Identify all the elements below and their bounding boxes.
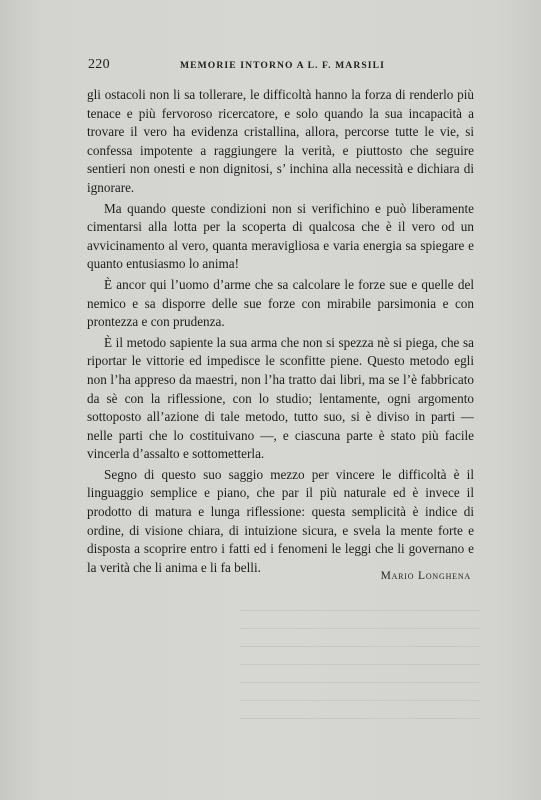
page-header <box>88 57 473 77</box>
paragraph: Ma quando queste condizioni non si verifichino e può liberamente cimentarsi alla lotta per la scoperta di qualcosa che è il vero od un avvicinamento al vero, quanta meravigliosa e varia energia sa spiegare e quanto entusiasmo lo anima! <box>87 200 474 272</box>
paragraph: È il metodo sapiente la sua arma che non si spezza nè si piega, che sa riportar le vittorie ed impedisce le sconfitte piene. Questo metodo egli non l’ha appreso da maestri, non l’ha tratto dai libri, ma se l’è fabbricato da sè con la riflessione, con lo studio; lentamente, ogni argomento sottoposto all’azione di tale metodo, tutto suo, si è diviso in parti — nelle parti che lo costituivano —, e ciascuna parte è stato più facile vincerla d’assalto e sottometterla. <box>87 334 474 462</box>
author-signature: Mario Longhena <box>380 570 471 582</box>
show-through-texture <box>240 610 480 730</box>
page-number: 220 <box>88 57 110 72</box>
body-text <box>87 86 474 579</box>
paragraph: Segno di questo suo saggio mezzo per vincere le difficoltà è il linguaggio semplice e piano, che par il più naturale ed è invece il prodotto di matura e lunga riflessione: questa semplicità è indice di ordine, di visione chiara, di intuizione sicura, e svela la mente forte e disposta a scoprire entro i fatti ed i fenomeni le leggi che li governano e la verità che li anima e li fa belli. <box>87 466 474 575</box>
paragraph: È ancor qui l’uomo d’arme che sa calcolare le forze sue e quelle del nemico e sa disporre delle sue forze con mirabile parsimonia e con prontezza e con prudenza. <box>87 276 474 330</box>
running-title: MEMORIE INTORNO A L. F. MARSILI <box>180 60 385 71</box>
paragraph: gli ostacoli non li sa tollerare, le difficoltà hanno la forza di renderlo più tenace e più fervoroso ricercatore, e solo quando la sua incapacità a trovare il vero ha evidenza cristallina, allora, percorse tutte le vie, si confessa impotente a raggiungere la verità, e piuttosto che seguire sentieri non onesti e non dignitosi, s’ inchina alla necessità e dichiara di ignorare. <box>87 87 474 195</box>
